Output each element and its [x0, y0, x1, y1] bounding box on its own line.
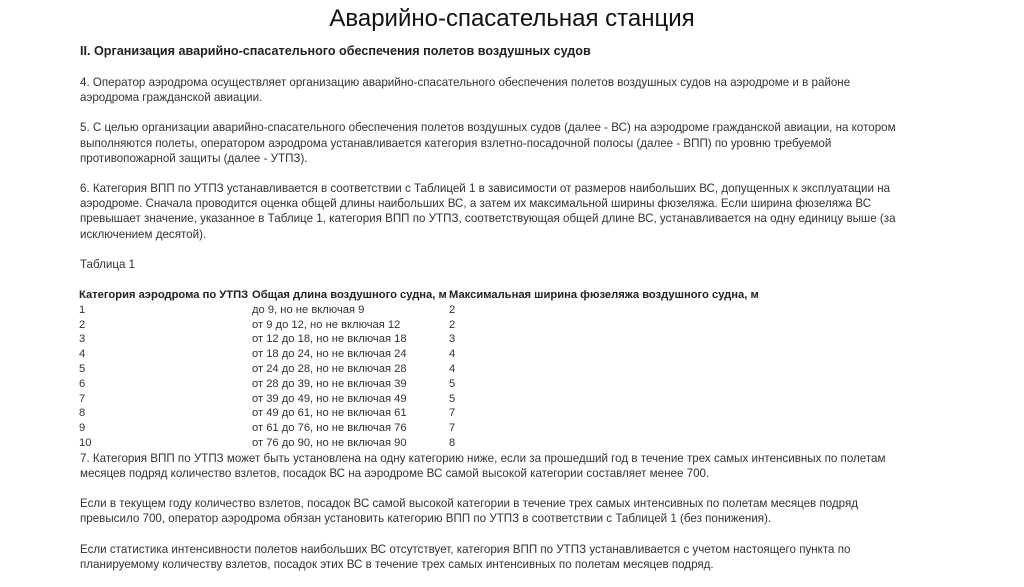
cell-length: до 9, но не включая 9	[252, 303, 365, 316]
document-body	[80, 43, 900, 587]
cell-width: 7	[449, 422, 456, 435]
cell-length: от 28 до 39, но не включая 39	[252, 377, 407, 390]
cell-length: от 12 до 18, но не включая 18	[252, 333, 407, 346]
cell-category: 5	[79, 363, 86, 376]
cell-width: 4	[449, 348, 456, 361]
cell-length: от 9 до 12, но не включая 12	[252, 318, 401, 331]
slide-title: Аварийно-спасательная станция	[329, 5, 695, 32]
cell-width: 4	[449, 363, 456, 376]
section-heading: II. Организация аварийно-спасательного обеспечения полетов воздушных судов	[80, 44, 591, 58]
table-header-row	[79, 288, 760, 303]
table-row	[79, 377, 760, 392]
category-table	[79, 288, 760, 451]
paragraph-7: 7. Категория ВПП по УТПЗ может быть установлена на одну категорию ниже, если за прошедший год в течение трех самых интенсивных по полетам месяцев подряд количество взлетов, посадок ВС на аэродроме ВС самой высокой категории составляет менее 700.	[80, 451, 886, 480]
table-row	[79, 332, 760, 347]
cell-length: от 24 до 28, но не включая 28	[252, 363, 407, 376]
table-row	[79, 392, 760, 407]
paragraph-5: 5. С целью организации аварийно-спасательного обеспечения полетов воздушных судов (далее - ВС) на аэродроме гражданской авиации, на котором выполняются полеты, оператором аэродрома устанавливается категория взлетно-посадочной полосы (далее - ВПП) по уровню требуемой противопожарной защиты (далее - УТПЗ).	[80, 121, 896, 165]
table-row	[79, 436, 760, 451]
paragraph-4: 4. Оператор аэродрома осуществляет организацию аварийно-спасательного обеспечения полетов воздушных судов на аэродроме и в районе аэродрома гражданской авиации.	[80, 76, 851, 105]
table-caption: Таблица 1	[80, 257, 136, 271]
cell-category: 9	[79, 422, 86, 435]
cell-width: 7	[449, 407, 456, 420]
cell-length: от 49 до 61, но не включая 61	[252, 407, 407, 420]
cell-length: от 76 до 90, но не включая 90	[252, 437, 407, 449]
header-category: Категория аэродрома по УТПЗ	[79, 289, 249, 302]
cell-width: 8	[449, 437, 456, 449]
cell-category: 3	[79, 333, 86, 346]
table-row	[79, 303, 760, 318]
header-length: Общая длина воздушного судна, м	[252, 289, 447, 302]
paragraph-7-no-stats: Если статистика интенсивности полетов наибольших ВС отсутствует, категория ВПП по УТПЗ устанавливается с учетом настоящего пункта по планируемому количеству взлетов, посадок этих ВС в течение трех самых интенсивных по полетам месяцев подряд.	[80, 542, 851, 571]
table-row	[79, 318, 760, 333]
cell-width: 2	[449, 318, 456, 331]
cell-length: от 18 до 24, но не включая 24	[252, 348, 407, 361]
cell-width: 5	[449, 377, 456, 390]
cell-category: 7	[79, 392, 86, 405]
table-row	[79, 362, 760, 377]
table-row	[79, 406, 760, 421]
cell-category: 4	[79, 348, 86, 361]
cell-width: 2	[449, 303, 456, 316]
cell-category: 10	[79, 437, 92, 449]
cell-length: от 39 до 49, но не включая 49	[252, 392, 407, 405]
cell-width: 3	[449, 333, 456, 346]
table-row	[79, 347, 760, 362]
cell-width: 5	[449, 392, 456, 405]
cell-length: от 61 до 76, но не включая 76	[252, 422, 407, 435]
header-width: Максимальная ширина фюзеляжа воздушного судна, м	[449, 289, 759, 302]
paragraph-6: 6. Категория ВПП по УТПЗ устанавливается в соответствии с Таблицей 1 в зависимости от размеров наибольших ВС, допущенных к эксплуатации на аэродроме. Сначала проводится оценка общей длины наибольших ВС, а затем их максимальной ширины фюзеляжа. Если ширина фюзеляжа ВС превышает значение, указанное в Таблице 1, категория ВПП по УТПЗ, соответствующая общей длине ВС, устанавливается на одну единицу выше (за исключением десятой).	[80, 182, 896, 241]
cell-category: 1	[79, 303, 86, 316]
cell-category: 2	[79, 318, 86, 331]
table-row	[79, 421, 760, 436]
cell-category: 8	[79, 407, 86, 420]
cell-category: 6	[79, 377, 86, 390]
paragraph-7-exceed: Если в текущем году количество взлетов, посадок ВС самой высокой категории в течение трех самых интенсивных по полетам месяцев подряд превысило 700, оператор аэродрома обязан установить категорию ВПП по УТПЗ в соответствии с Таблицей 1 (без понижения).	[80, 497, 859, 526]
